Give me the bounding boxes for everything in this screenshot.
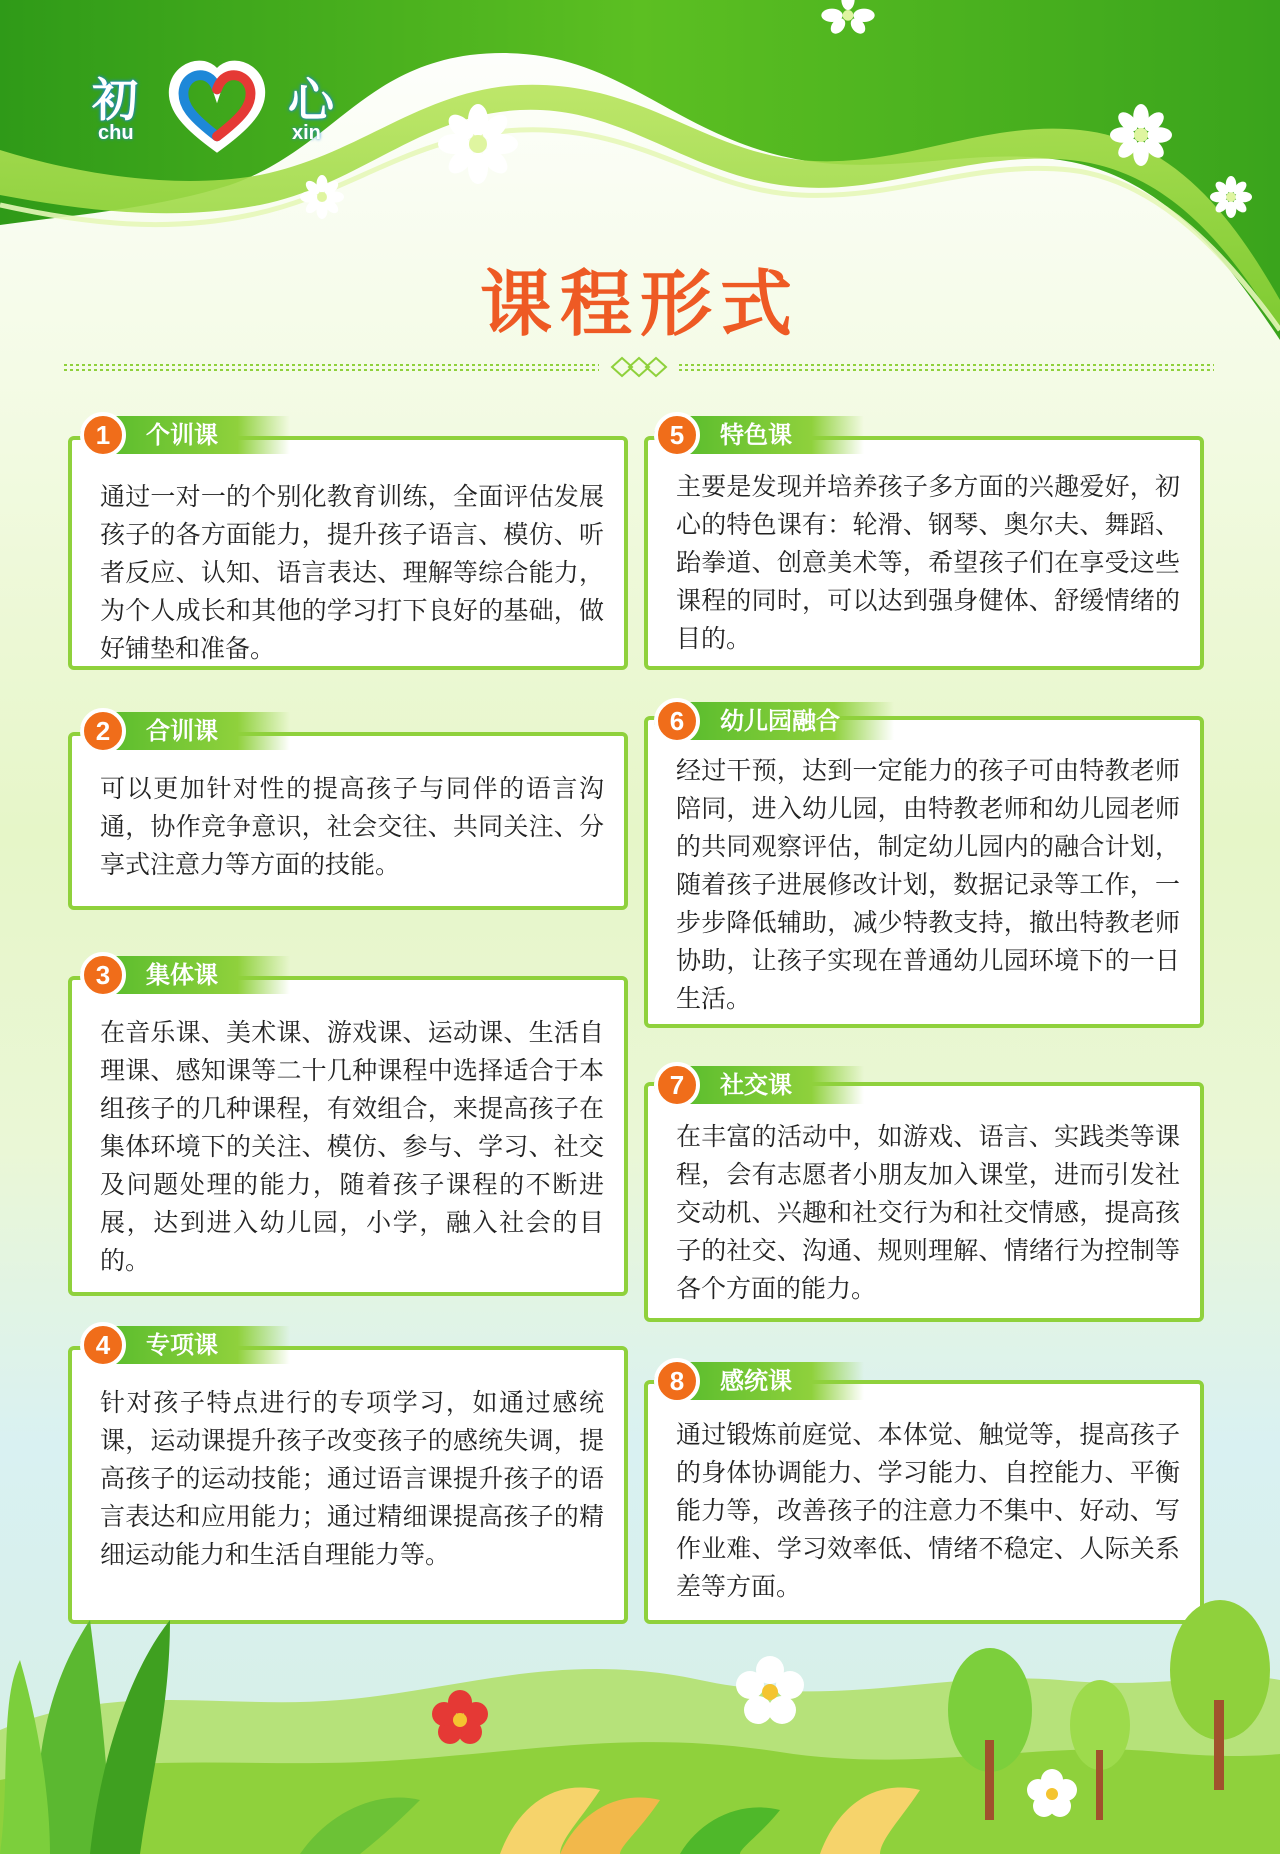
- course-card-4: [68, 1346, 628, 1624]
- course-description: 在丰富的活动中，如游戏、语言、实践类等课程，会有志愿者小朋友加入课堂，进而引发社交动机、兴趣和社交行为和社交情感，提高孩子的社交、沟通、规则理解、情绪行为控制等各个方面的能力。: [676, 1122, 1180, 1303]
- course-description: 针对孩子特点进行的专项学习，如通过感统课，运动课提升孩子改变孩子的感统失调，提高孩子的运动技能；通过语言课提升孩子的语言表达和应用能力；通过精细课提高孩子的精细运动能力和生活自理能力等。: [100, 1388, 604, 1569]
- course-card-5: [644, 436, 1204, 670]
- logo-pinyin-left: chu: [98, 122, 134, 144]
- logo-pinyin-right: xin: [292, 122, 321, 144]
- course-number: 8: [654, 1358, 700, 1404]
- course-number: 3: [80, 952, 126, 998]
- course-header-5: [654, 416, 864, 454]
- course-number: 5: [654, 412, 700, 458]
- course-name: 社交课: [720, 1071, 792, 1099]
- course-card-3: [68, 976, 628, 1296]
- course-card-6: [644, 716, 1204, 1028]
- course-header-1: [80, 416, 290, 454]
- course-header-3: [80, 956, 290, 994]
- course-header-2: [80, 712, 290, 750]
- flower-icon: [438, 104, 518, 184]
- course-card-8: [644, 1380, 1204, 1624]
- course-name: 特色课: [720, 421, 792, 449]
- page-title: 课程形式: [479, 262, 800, 346]
- course-name: 感统课: [720, 1367, 792, 1395]
- course-header-4: [80, 1326, 290, 1364]
- course-description: 经过干预，达到一定能力的孩子可由特教老师陪同，进入幼儿园，由特教老师和幼儿园老师的共同观察评估，制定幼儿园内的融合计划，随着孩子进展修改计划，数据记录等工作，一步步降低辅助，减少特教支持，撤出特教老师协助，让孩子实现在普通幼儿园环境下的一日生活。: [676, 756, 1180, 1013]
- course-name: 集体课: [146, 961, 218, 989]
- title-divider: [64, 352, 1214, 382]
- course-description: 通过一对一的个别化教育训练，全面评估发展孩子的各方面能力，提升孩子语言、模仿、听者反应、认知、语言表达、理解等综合能力，为个人成长和其他的学习打下良好的基础，做好铺垫和准备。: [100, 482, 604, 663]
- course-description: 主要是发现并培养孩子多方面的兴趣爱好，初心的特色课有：轮滑、钢琴、奥尔夫、舞蹈、跆拳道、创意美术等，希望孩子们在享受这些课程的同时，可以达到强身健体、舒缓情绪的目的。: [676, 472, 1180, 653]
- course-header-6: [654, 702, 894, 740]
- logo: [92, 58, 352, 158]
- course-description: 可以更加针对性的提高孩子与同伴的语言沟通，协作竞争意识，社会交往、共同关注、分享式注意力等方面的技能。: [100, 774, 604, 879]
- course-number: 6: [654, 698, 700, 744]
- course-description: 通过锻炼前庭觉、本体觉、触觉等，提高孩子的身体协调能力、学习能力、自控能力、平衡能力等，改善孩子的注意力不集中、好动、写作业难、学习效率低、情绪不稳定、人际关系差等方面。: [676, 1420, 1180, 1601]
- flower-icon: [1110, 104, 1172, 166]
- course-number: 2: [80, 708, 126, 754]
- course-description: 在音乐课、美术课、游戏课、运动课、生活自理课、感知课等二十几种课程中选择适合于本组孩子的几种课程，有效组合，来提高孩子在集体环境下的关注、模仿、参与、学习、社交及问题处理的能力，随着孩子课程的不断进展，达到进入幼儿园，小学，融入社会的目的。: [100, 1018, 604, 1275]
- course-card-2: [68, 732, 628, 910]
- course-name: 个训课: [146, 421, 218, 449]
- course-number: 1: [80, 412, 126, 458]
- flower-icon: [818, 0, 878, 34]
- course-header-8: [654, 1362, 864, 1400]
- course-card-1: [68, 436, 628, 670]
- logo-char-right: 心: [288, 73, 334, 127]
- course-number: 4: [80, 1322, 126, 1368]
- logo-char-left: 初: [92, 73, 138, 127]
- heart-icon: [168, 58, 266, 156]
- course-name: 幼儿园融合: [720, 707, 840, 735]
- flower-icon: [1210, 176, 1252, 218]
- course-number: 7: [654, 1062, 700, 1108]
- flower-icon: [300, 175, 344, 219]
- course-name: 合训课: [146, 717, 218, 745]
- course-card-7: [644, 1082, 1204, 1322]
- course-name: 专项课: [146, 1331, 218, 1359]
- course-header-7: [654, 1066, 864, 1104]
